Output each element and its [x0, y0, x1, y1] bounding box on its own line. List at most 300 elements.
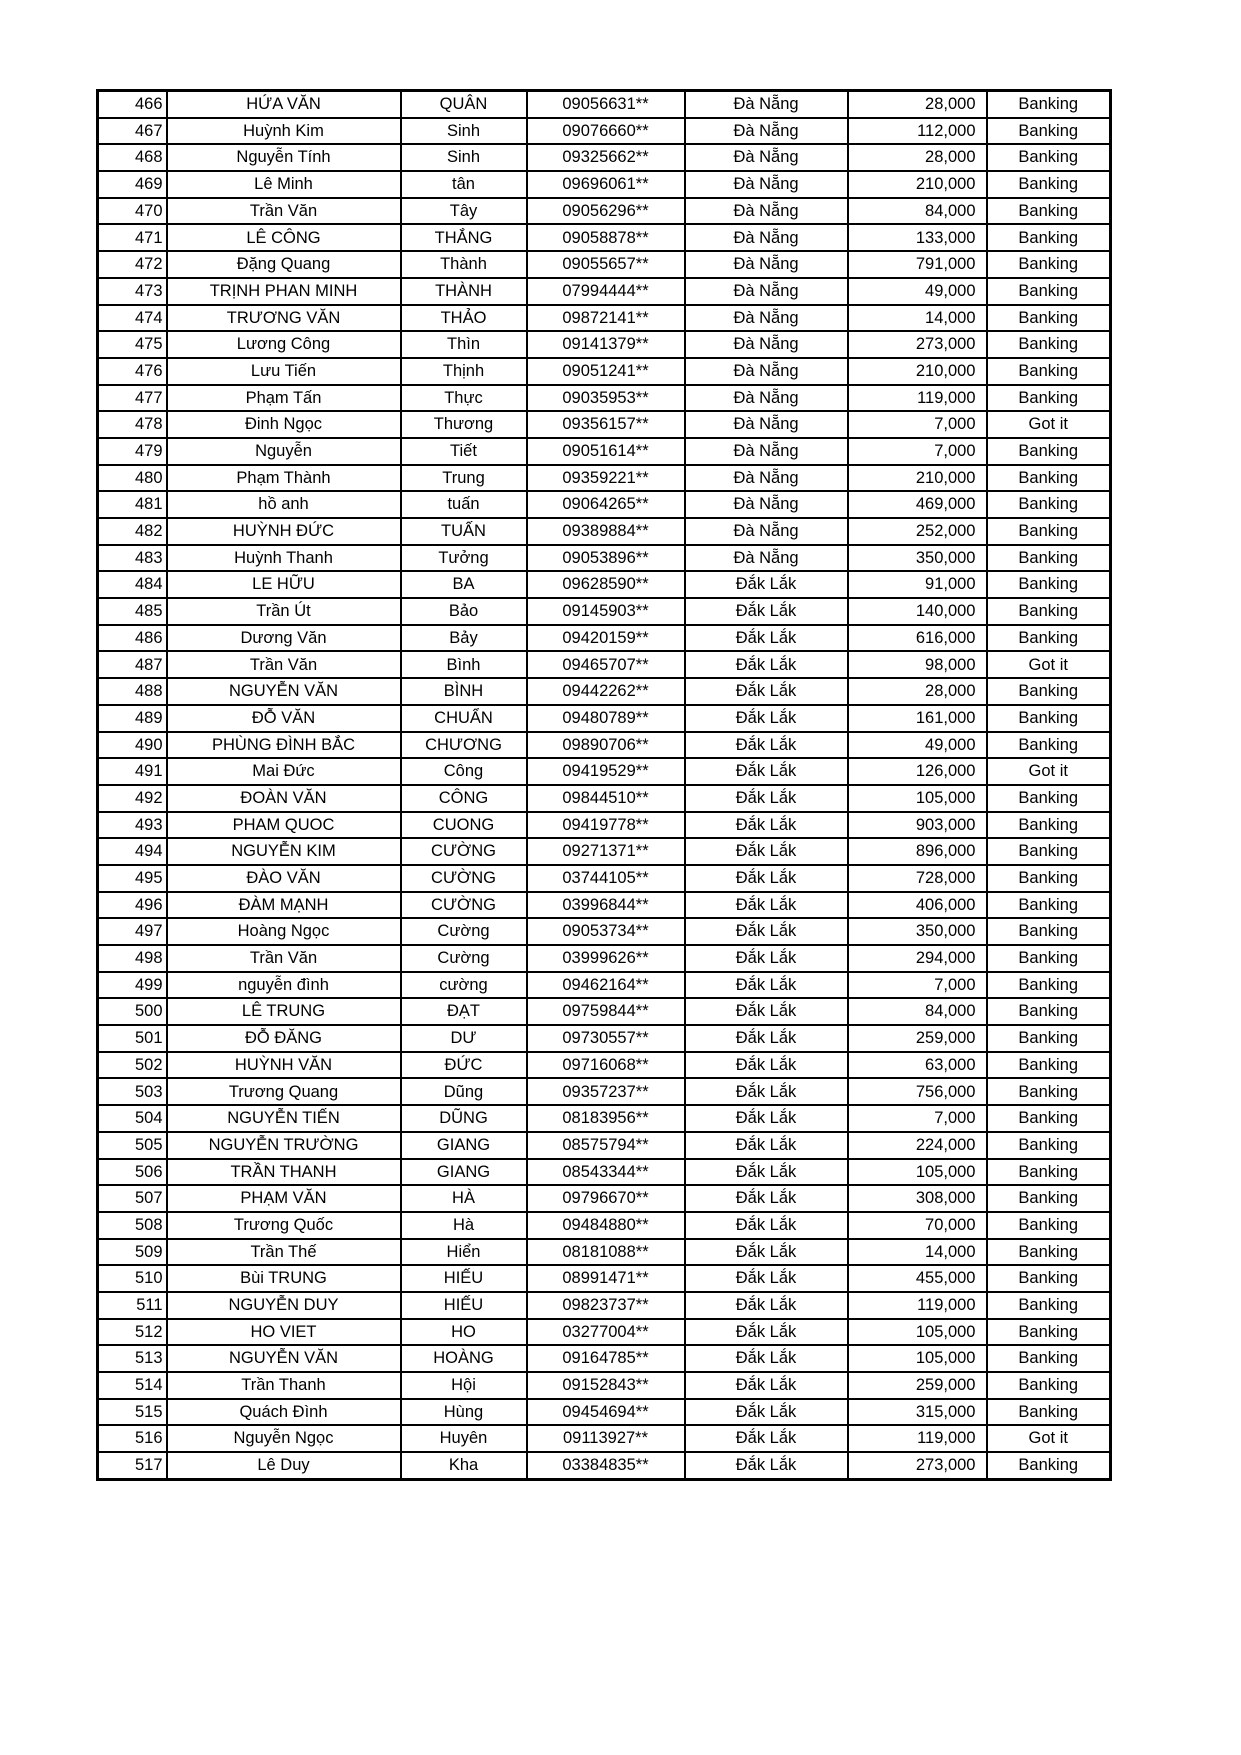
cell-city: Đắk Lắk — [685, 945, 848, 972]
table-row — [98, 1212, 1111, 1239]
cell-id: 492 — [98, 785, 167, 812]
cell-amount: 273,000 — [848, 331, 987, 358]
cell-status: Banking — [987, 1399, 1111, 1426]
cell-phone: 09055657** — [527, 251, 685, 278]
cell-id: 502 — [98, 1052, 167, 1079]
cell-given-name: Tiết — [401, 438, 527, 465]
cell-amount: 49,000 — [848, 732, 987, 759]
cell-id: 472 — [98, 251, 167, 278]
cell-given-name: BA — [401, 571, 527, 598]
cell-given-name: CHUẨN — [401, 705, 527, 732]
cell-given-name: Kha — [401, 1452, 527, 1479]
table-row — [98, 1105, 1111, 1132]
cell-id: 479 — [98, 438, 167, 465]
cell-status: Banking — [987, 545, 1111, 572]
cell-given-name: THẮNG — [401, 224, 527, 251]
cell-id: 497 — [98, 918, 167, 945]
cell-status: Banking — [987, 1105, 1111, 1132]
cell-status: Banking — [987, 118, 1111, 145]
cell-phone: 03744105** — [527, 865, 685, 892]
cell-status: Banking — [987, 1239, 1111, 1266]
cell-phone: 09359221** — [527, 465, 685, 492]
cell-first-name: Nguyễn — [167, 438, 401, 465]
cell-amount: 7,000 — [848, 438, 987, 465]
cell-amount: 728,000 — [848, 865, 987, 892]
cell-status: Banking — [987, 785, 1111, 812]
cell-amount: 308,000 — [848, 1185, 987, 1212]
cell-phone: 09484880** — [527, 1212, 685, 1239]
cell-first-name: hồ anh — [167, 491, 401, 518]
cell-phone: 09480789** — [527, 705, 685, 732]
cell-phone: 08543344** — [527, 1159, 685, 1186]
cell-status: Banking — [987, 705, 1111, 732]
cell-id: 513 — [98, 1345, 167, 1372]
cell-first-name: Trần Thế — [167, 1239, 401, 1266]
cell-given-name: tân — [401, 171, 527, 198]
cell-first-name: Lê Minh — [167, 171, 401, 198]
cell-id: 493 — [98, 812, 167, 839]
cell-given-name: Bảo — [401, 598, 527, 625]
cell-first-name: ĐỖ ĐĂNG — [167, 1025, 401, 1052]
cell-first-name: Trần Út — [167, 598, 401, 625]
cell-city: Đắk Lắk — [685, 571, 848, 598]
cell-amount: 63,000 — [848, 1052, 987, 1079]
cell-status: Banking — [987, 224, 1111, 251]
table-row — [98, 1425, 1111, 1452]
table-row — [98, 331, 1111, 358]
cell-given-name: CƯỜNG — [401, 892, 527, 919]
cell-first-name: PHAM QUOC — [167, 812, 401, 839]
cell-city: Đắk Lắk — [685, 1132, 848, 1159]
cell-amount: 49,000 — [848, 278, 987, 305]
cell-phone: 09141379** — [527, 331, 685, 358]
cell-city: Đà Nẵng — [685, 278, 848, 305]
cell-city: Đắk Lắk — [685, 812, 848, 839]
cell-first-name: HUỲNH VĂN — [167, 1052, 401, 1079]
cell-phone: 03996844** — [527, 892, 685, 919]
cell-amount: 14,000 — [848, 305, 987, 332]
cell-city: Đắk Lắk — [685, 1319, 848, 1346]
cell-given-name: Công — [401, 758, 527, 785]
cell-given-name: Hội — [401, 1372, 527, 1399]
cell-amount: 105,000 — [848, 785, 987, 812]
cell-phone: 09271371** — [527, 838, 685, 865]
cell-phone: 09053896** — [527, 545, 685, 572]
cell-city: Đà Nẵng — [685, 224, 848, 251]
table-row — [98, 518, 1111, 545]
cell-given-name: Thành — [401, 251, 527, 278]
cell-city: Đắk Lắk — [685, 1159, 848, 1186]
cell-phone: 09076660** — [527, 118, 685, 145]
cell-city: Đắk Lắk — [685, 865, 848, 892]
cell-id: 490 — [98, 732, 167, 759]
cell-city: Đắk Lắk — [685, 1078, 848, 1105]
cell-status: Banking — [987, 1132, 1111, 1159]
cell-id: 482 — [98, 518, 167, 545]
cell-status: Banking — [987, 438, 1111, 465]
cell-given-name: HO — [401, 1319, 527, 1346]
cell-id: 503 — [98, 1078, 167, 1105]
cell-given-name: Hà — [401, 1212, 527, 1239]
cell-given-name: Hiển — [401, 1239, 527, 1266]
cell-given-name: HÀ — [401, 1185, 527, 1212]
cell-phone: 09872141** — [527, 305, 685, 332]
cell-phone: 08575794** — [527, 1132, 685, 1159]
cell-first-name: Huỳnh Thanh — [167, 545, 401, 572]
cell-status: Banking — [987, 865, 1111, 892]
cell-status: Banking — [987, 1372, 1111, 1399]
cell-status: Banking — [987, 1265, 1111, 1292]
cell-status: Banking — [987, 998, 1111, 1025]
cell-status: Banking — [987, 812, 1111, 839]
cell-first-name: Nguyễn Tính — [167, 144, 401, 171]
table-row — [98, 812, 1111, 839]
cell-given-name: Thịnh — [401, 358, 527, 385]
cell-city: Đắk Lắk — [685, 1292, 848, 1319]
cell-status: Got it — [987, 1425, 1111, 1452]
cell-amount: 896,000 — [848, 838, 987, 865]
cell-amount: 294,000 — [848, 945, 987, 972]
cell-id: 475 — [98, 331, 167, 358]
cell-given-name: CUONG — [401, 812, 527, 839]
cell-city: Đắk Lắk — [685, 758, 848, 785]
table-row — [98, 651, 1111, 678]
cell-status: Banking — [987, 1185, 1111, 1212]
table-row — [98, 1159, 1111, 1186]
cell-first-name: LÊ TRUNG — [167, 998, 401, 1025]
cell-phone: 09844510** — [527, 785, 685, 812]
cell-city: Đắk Lắk — [685, 1052, 848, 1079]
cell-given-name: CÔNG — [401, 785, 527, 812]
cell-id: 499 — [98, 972, 167, 999]
cell-amount: 105,000 — [848, 1159, 987, 1186]
cell-first-name: LE HỮU — [167, 571, 401, 598]
cell-given-name: Thực — [401, 385, 527, 412]
cell-city: Đắk Lắk — [685, 972, 848, 999]
table-row — [98, 545, 1111, 572]
cell-amount: 98,000 — [848, 651, 987, 678]
cell-status: Got it — [987, 411, 1111, 438]
cell-first-name: TRƯƠNG VĂN — [167, 305, 401, 332]
cell-id: 466 — [98, 91, 167, 118]
cell-city: Đắk Lắk — [685, 678, 848, 705]
cell-given-name: HOÀNG — [401, 1345, 527, 1372]
cell-status: Banking — [987, 678, 1111, 705]
cell-id: 510 — [98, 1265, 167, 1292]
table-row — [98, 1265, 1111, 1292]
cell-given-name: QUÂN — [401, 91, 527, 118]
cell-id: 515 — [98, 1399, 167, 1426]
cell-first-name: ĐỖ VĂN — [167, 705, 401, 732]
cell-first-name: Đinh Ngọc — [167, 411, 401, 438]
cell-city: Đắk Lắk — [685, 705, 848, 732]
cell-amount: 91,000 — [848, 571, 987, 598]
cell-amount: 70,000 — [848, 1212, 987, 1239]
table-row — [98, 118, 1111, 145]
table-row — [98, 491, 1111, 518]
cell-city: Đắk Lắk — [685, 998, 848, 1025]
cell-first-name: NGUYỄN DUY — [167, 1292, 401, 1319]
cell-phone: 09145903** — [527, 598, 685, 625]
cell-given-name: tuấn — [401, 491, 527, 518]
cell-status: Banking — [987, 598, 1111, 625]
cell-first-name: TRẦN THANH — [167, 1159, 401, 1186]
cell-amount: 7,000 — [848, 972, 987, 999]
cell-first-name: Lê Duy — [167, 1452, 401, 1479]
table-row — [98, 865, 1111, 892]
table-row — [98, 758, 1111, 785]
cell-status: Banking — [987, 251, 1111, 278]
cell-id: 512 — [98, 1319, 167, 1346]
cell-phone: 09442262** — [527, 678, 685, 705]
table-row — [98, 411, 1111, 438]
cell-amount: 84,000 — [848, 198, 987, 225]
cell-city: Đắk Lắk — [685, 1025, 848, 1052]
cell-given-name: Tưởng — [401, 545, 527, 572]
cell-city: Đà Nẵng — [685, 491, 848, 518]
table-row — [98, 571, 1111, 598]
cell-status: Banking — [987, 465, 1111, 492]
cell-given-name: THẢO — [401, 305, 527, 332]
cell-status: Banking — [987, 1319, 1111, 1346]
cell-given-name: Trung — [401, 465, 527, 492]
cell-city: Đà Nẵng — [685, 358, 848, 385]
table-row — [98, 918, 1111, 945]
cell-phone: 09454694** — [527, 1399, 685, 1426]
cell-city: Đắk Lắk — [685, 785, 848, 812]
cell-amount: 105,000 — [848, 1319, 987, 1346]
cell-given-name: Cường — [401, 945, 527, 972]
cell-phone: 09696061** — [527, 171, 685, 198]
cell-first-name: Phạm Thành — [167, 465, 401, 492]
cell-first-name: Hoàng Ngọc — [167, 918, 401, 945]
cell-first-name: Đặng Quang — [167, 251, 401, 278]
cell-id: 507 — [98, 1185, 167, 1212]
cell-status: Got it — [987, 651, 1111, 678]
cell-given-name: CƯỜNG — [401, 865, 527, 892]
cell-phone: 09419529** — [527, 758, 685, 785]
cell-id: 496 — [98, 892, 167, 919]
cell-amount: 119,000 — [848, 1292, 987, 1319]
cell-id: 491 — [98, 758, 167, 785]
cell-phone: 09823737** — [527, 1292, 685, 1319]
cell-first-name: HỨA VĂN — [167, 91, 401, 118]
cell-first-name: Bùi TRUNG — [167, 1265, 401, 1292]
cell-id: 467 — [98, 118, 167, 145]
table-row — [98, 1185, 1111, 1212]
cell-city: Đà Nẵng — [685, 545, 848, 572]
cell-city: Đắk Lắk — [685, 1372, 848, 1399]
cell-amount: 84,000 — [848, 998, 987, 1025]
cell-given-name: THÀNH — [401, 278, 527, 305]
table-row — [98, 972, 1111, 999]
cell-first-name: Quách Đình — [167, 1399, 401, 1426]
table-row — [98, 625, 1111, 652]
cell-phone: 09716068** — [527, 1052, 685, 1079]
cell-amount: 259,000 — [848, 1372, 987, 1399]
cell-city: Đắk Lắk — [685, 1345, 848, 1372]
cell-amount: 126,000 — [848, 758, 987, 785]
cell-amount: 756,000 — [848, 1078, 987, 1105]
cell-given-name: BÌNH — [401, 678, 527, 705]
cell-given-name: DŨNG — [401, 1105, 527, 1132]
cell-given-name: HIẾU — [401, 1292, 527, 1319]
cell-phone: 09759844** — [527, 998, 685, 1025]
cell-amount: 350,000 — [848, 545, 987, 572]
cell-status: Banking — [987, 838, 1111, 865]
cell-phone: 09325662** — [527, 144, 685, 171]
cell-city: Đà Nẵng — [685, 465, 848, 492]
cell-status: Banking — [987, 331, 1111, 358]
cell-phone: 09051241** — [527, 358, 685, 385]
cell-phone: 03384835** — [527, 1452, 685, 1479]
cell-id: 483 — [98, 545, 167, 572]
cell-first-name: TRỊNH PHAN MINH — [167, 278, 401, 305]
cell-phone: 09356157** — [527, 411, 685, 438]
cell-first-name: Trương Quang — [167, 1078, 401, 1105]
cell-phone: 09465707** — [527, 651, 685, 678]
cell-id: 505 — [98, 1132, 167, 1159]
table-row — [98, 358, 1111, 385]
cell-phone: 09056296** — [527, 198, 685, 225]
cell-amount: 7,000 — [848, 1105, 987, 1132]
cell-id: 478 — [98, 411, 167, 438]
cell-given-name: Cường — [401, 918, 527, 945]
cell-amount: 469,000 — [848, 491, 987, 518]
cell-phone: 09064265** — [527, 491, 685, 518]
cell-given-name: GIANG — [401, 1159, 527, 1186]
cell-amount: 112,000 — [848, 118, 987, 145]
cell-given-name: Bảy — [401, 625, 527, 652]
cell-id: 514 — [98, 1372, 167, 1399]
table-row — [98, 1372, 1111, 1399]
cell-phone: 08183956** — [527, 1105, 685, 1132]
cell-city: Đà Nẵng — [685, 411, 848, 438]
cell-given-name: ĐẠT — [401, 998, 527, 1025]
table-row — [98, 278, 1111, 305]
cell-city: Đắk Lắk — [685, 1265, 848, 1292]
recipient-table — [96, 89, 1112, 1481]
cell-amount: 140,000 — [848, 598, 987, 625]
cell-first-name: Trần Văn — [167, 198, 401, 225]
cell-city: Đắk Lắk — [685, 651, 848, 678]
cell-city: Đà Nẵng — [685, 305, 848, 332]
cell-city: Đắk Lắk — [685, 1425, 848, 1452]
cell-first-name: HUỲNH ĐỨC — [167, 518, 401, 545]
cell-city: Đà Nẵng — [685, 198, 848, 225]
cell-status: Banking — [987, 358, 1111, 385]
cell-status: Banking — [987, 918, 1111, 945]
cell-phone: 09389884** — [527, 518, 685, 545]
cell-status: Banking — [987, 571, 1111, 598]
cell-phone: 03999626** — [527, 945, 685, 972]
cell-amount: 273,000 — [848, 1452, 987, 1479]
cell-phone: 09628590** — [527, 571, 685, 598]
cell-amount: 161,000 — [848, 705, 987, 732]
cell-city: Đắk Lắk — [685, 1185, 848, 1212]
cell-given-name: TUẤN — [401, 518, 527, 545]
cell-id: 486 — [98, 625, 167, 652]
cell-first-name: Trần Thanh — [167, 1372, 401, 1399]
cell-amount: 14,000 — [848, 1239, 987, 1266]
cell-first-name: NGUYỄN VĂN — [167, 1345, 401, 1372]
cell-phone: 09357237** — [527, 1078, 685, 1105]
cell-city: Đà Nẵng — [685, 171, 848, 198]
cell-status: Banking — [987, 305, 1111, 332]
cell-phone: 09890706** — [527, 732, 685, 759]
table-row — [98, 1452, 1111, 1479]
cell-given-name: Sinh — [401, 144, 527, 171]
cell-status: Banking — [987, 1078, 1111, 1105]
cell-first-name: Trần Văn — [167, 651, 401, 678]
cell-id: 468 — [98, 144, 167, 171]
cell-first-name: Trần Văn — [167, 945, 401, 972]
table-row — [98, 1319, 1111, 1346]
cell-first-name: Dương Văn — [167, 625, 401, 652]
cell-first-name: NGUYỄN TRƯỜNG — [167, 1132, 401, 1159]
table-row — [98, 144, 1111, 171]
cell-city: Đắk Lắk — [685, 1399, 848, 1426]
cell-first-name: PHÙNG ĐÌNH BẮC — [167, 732, 401, 759]
table-row — [98, 892, 1111, 919]
cell-status: Banking — [987, 385, 1111, 412]
cell-status: Banking — [987, 972, 1111, 999]
table-row — [98, 438, 1111, 465]
table-row — [98, 998, 1111, 1025]
cell-given-name: Bình — [401, 651, 527, 678]
cell-phone: 03277004** — [527, 1319, 685, 1346]
cell-id: 469 — [98, 171, 167, 198]
cell-id: 498 — [98, 945, 167, 972]
cell-amount: 259,000 — [848, 1025, 987, 1052]
cell-id: 476 — [98, 358, 167, 385]
cell-phone: 07994444** — [527, 278, 685, 305]
cell-city: Đà Nẵng — [685, 385, 848, 412]
cell-amount: 28,000 — [848, 91, 987, 118]
cell-id: 470 — [98, 198, 167, 225]
cell-first-name: NGUYỄN KIM — [167, 838, 401, 865]
cell-id: 477 — [98, 385, 167, 412]
cell-status: Banking — [987, 91, 1111, 118]
cell-first-name: NGUYỄN VĂN — [167, 678, 401, 705]
cell-city: Đà Nẵng — [685, 251, 848, 278]
cell-amount: 28,000 — [848, 678, 987, 705]
cell-first-name: ĐOÀN VĂN — [167, 785, 401, 812]
cell-given-name: CHƯƠNG — [401, 732, 527, 759]
cell-given-name: DƯ — [401, 1025, 527, 1052]
cell-city: Đà Nẵng — [685, 438, 848, 465]
cell-amount: 210,000 — [848, 358, 987, 385]
cell-given-name: Sinh — [401, 118, 527, 145]
cell-first-name: nguyễn đình — [167, 972, 401, 999]
cell-amount: 791,000 — [848, 251, 987, 278]
cell-status: Banking — [987, 171, 1111, 198]
cell-given-name: Dũng — [401, 1078, 527, 1105]
cell-status: Banking — [987, 1212, 1111, 1239]
cell-amount: 210,000 — [848, 465, 987, 492]
cell-given-name: ĐỨC — [401, 1052, 527, 1079]
table-row — [98, 1052, 1111, 1079]
cell-status: Banking — [987, 1025, 1111, 1052]
cell-city: Đắk Lắk — [685, 625, 848, 652]
table-row — [98, 385, 1111, 412]
table-row — [98, 598, 1111, 625]
cell-status: Banking — [987, 491, 1111, 518]
cell-status: Banking — [987, 1452, 1111, 1479]
cell-id: 481 — [98, 491, 167, 518]
cell-id: 494 — [98, 838, 167, 865]
cell-status: Banking — [987, 892, 1111, 919]
